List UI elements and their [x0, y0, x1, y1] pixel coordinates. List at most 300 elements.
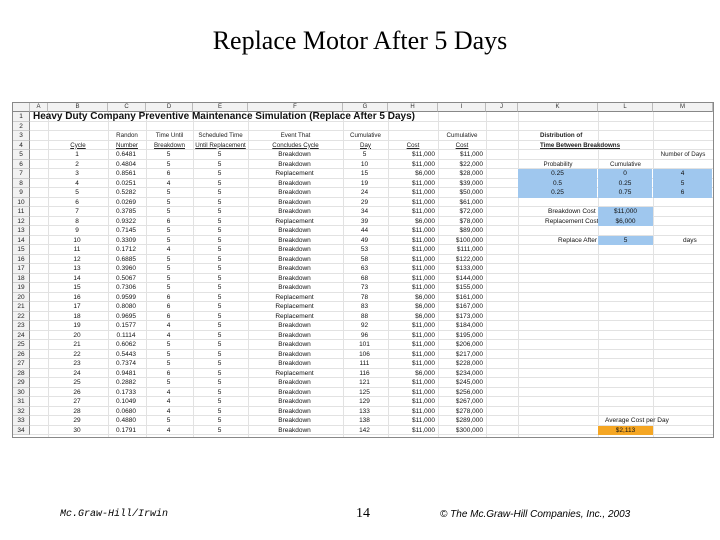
data-cell: $256,000 [455, 388, 483, 396]
row-header[interactable]: 31 [13, 397, 30, 407]
data-cell: Breakdown [278, 151, 311, 158]
data-cell: 0.1791 [116, 426, 136, 434]
data-cell: 129 [359, 398, 370, 405]
data-cell: Breakdown [278, 322, 311, 329]
column-title-line1 [388, 131, 438, 141]
data-cell: 68 [360, 274, 369, 282]
copyright-footer: © The Mc.Graw-Hill Companies, Inc., 2003 [440, 509, 631, 520]
data-cell: Breakdown [278, 255, 311, 263]
data-cell: Replacement [275, 312, 314, 320]
data-cell: 4 [166, 407, 171, 415]
data-cell: 0.7374 [116, 360, 136, 367]
column-title-line1: Scheduled Time [198, 132, 243, 139]
data-cell: 6 [166, 303, 171, 310]
data-cell: 7 [75, 208, 79, 215]
row-header[interactable]: 3 [13, 131, 30, 141]
data-cell: 0.1712 [116, 246, 136, 253]
row-header[interactable]: 25 [13, 340, 30, 350]
data-cell: $28,000 [459, 170, 483, 177]
data-cell: 5 [217, 236, 222, 244]
data-cell: Breakdown [278, 331, 311, 339]
row-header[interactable]: 16 [13, 255, 30, 265]
data-cell: 83 [360, 303, 369, 310]
data-cell: $100,000 [455, 236, 483, 244]
data-cell: 53 [360, 246, 369, 253]
column-header[interactable]: I [438, 103, 486, 112]
data-cell: Breakdown [278, 265, 311, 272]
distribution-cell: 4 [653, 169, 712, 179]
data-cell: 4 [166, 388, 171, 396]
row-header[interactable]: 20 [13, 293, 30, 303]
data-cell: $6,000 [415, 293, 435, 301]
data-cell: 4 [75, 179, 79, 187]
row-header[interactable]: 17 [13, 264, 30, 274]
replace-after-label: Replace After [558, 236, 598, 244]
column-header[interactable]: B [48, 103, 108, 112]
data-cell: 5 [217, 360, 222, 367]
column-title-line2: Concludes Cycle [272, 141, 319, 149]
data-cell: 0.7306 [116, 284, 136, 291]
data-cell: 29 [73, 417, 81, 424]
data-cell: 5 [217, 217, 222, 225]
data-cell: Breakdown [278, 426, 311, 434]
publisher-footer: Mc.Graw-Hill/Irwin [60, 509, 169, 520]
column-title-line2: Day [359, 141, 371, 149]
data-cell: 4 [166, 331, 171, 339]
row-header[interactable]: 29 [13, 378, 30, 388]
data-cell: 6 [166, 293, 171, 301]
data-cell: 20 [73, 331, 81, 339]
row-header[interactable]: 34 [13, 426, 30, 436]
data-cell: 5 [166, 284, 171, 291]
row-header[interactable]: 33 [13, 416, 30, 426]
data-cell: 5 [217, 398, 222, 405]
data-cell: $11,000 [411, 331, 435, 339]
average-cost-value: $2,113 [598, 426, 653, 436]
data-cell: 17 [73, 303, 81, 310]
data-cell: 21 [73, 341, 81, 348]
data-cell: $6,000 [415, 170, 435, 177]
data-cell: 5 [75, 189, 79, 196]
data-cell: $11,000 [411, 179, 435, 187]
data-cell: 5 [166, 151, 171, 158]
data-cell: $278,000 [455, 407, 483, 415]
column-header[interactable]: F [248, 103, 343, 112]
data-cell: 5 [166, 236, 171, 244]
data-cell: $11,000 [411, 379, 435, 386]
data-cell: 14 [73, 274, 81, 282]
data-cell: 18 [73, 312, 81, 320]
data-cell: 0.9695 [116, 312, 136, 320]
data-cell: 142 [359, 426, 370, 434]
column-title-line1: Event That [280, 132, 311, 139]
data-cell: Breakdown [278, 189, 311, 196]
data-cell: 63 [360, 265, 369, 272]
data-cell: 0.5282 [116, 189, 136, 196]
row-header[interactable]: 8 [13, 179, 30, 189]
data-cell: 5 [217, 331, 222, 339]
data-cell: 5 [217, 208, 222, 215]
data-cell: 92 [360, 322, 369, 329]
column-header[interactable]: J [486, 103, 518, 112]
data-cell: 4 [166, 179, 171, 187]
data-cell: 0.4804 [116, 160, 136, 168]
data-cell: Replacement [275, 369, 314, 377]
data-cell: 88 [360, 312, 369, 320]
data-cell: $11,000 [411, 426, 435, 434]
data-cell: $11,000 [411, 341, 435, 348]
row-header[interactable]: 15 [13, 245, 30, 255]
data-cell: 5 [166, 341, 171, 348]
data-cell: 5 [217, 151, 222, 158]
distribution-subtitle: Time Between Breakdowns [540, 141, 621, 149]
data-cell: 5 [362, 151, 367, 158]
data-cell: 10 [360, 160, 369, 168]
data-cell: 5 [217, 388, 222, 396]
data-cell: $245,000 [455, 379, 483, 386]
data-cell: 0.6885 [116, 255, 136, 263]
data-cell: $161,000 [455, 293, 483, 301]
data-cell: 6 [75, 198, 79, 206]
data-cell: 44 [360, 227, 369, 234]
data-cell: $6,000 [415, 217, 435, 225]
cumulative-header: Cumulative [610, 160, 641, 168]
data-cell: $144,000 [455, 274, 483, 282]
data-cell: $11,000 [411, 160, 435, 168]
data-cell: 0.4880 [116, 417, 136, 424]
data-cell: $22,000 [459, 160, 483, 168]
data-cell: 4 [166, 246, 171, 253]
breakdown-cost-value: $11,000 [598, 207, 653, 217]
data-cell: 5 [217, 189, 222, 196]
data-cell: $78,000 [459, 217, 483, 225]
distribution-cell: 0.75 [598, 188, 652, 198]
data-cell: 3 [75, 170, 79, 177]
data-cell: $50,000 [459, 189, 483, 196]
data-cell: 6 [166, 369, 171, 377]
data-cell: 5 [166, 227, 171, 234]
data-cell: 6 [166, 217, 171, 225]
data-cell: $11,000 [411, 151, 435, 158]
data-cell: 138 [359, 417, 370, 424]
data-cell: 0.2882 [116, 379, 136, 386]
data-cell: 5 [217, 246, 222, 253]
data-cell: 0.0680 [116, 407, 136, 415]
data-cell: $11,000 [411, 189, 435, 196]
column-title-line1: Cumulative [350, 132, 381, 139]
data-cell: 5 [166, 189, 171, 196]
data-cell: Breakdown [278, 198, 311, 206]
row-header[interactable]: 6 [13, 160, 30, 170]
data-cell: 12 [73, 255, 81, 263]
data-cell: $11,000 [411, 398, 435, 405]
data-cell: $122,000 [455, 255, 483, 263]
data-cell: $11,000 [411, 246, 435, 253]
data-cell: 10 [73, 236, 81, 244]
data-cell: Breakdown [278, 274, 311, 282]
page-number: 14 [356, 506, 370, 521]
data-cell: 125 [359, 388, 370, 396]
data-cell: 27 [73, 398, 81, 405]
data-cell: 5 [217, 170, 222, 177]
data-cell: 4 [166, 426, 171, 434]
data-cell: 19 [360, 179, 369, 187]
data-cell: 23 [73, 360, 81, 367]
data-cell: 0.9481 [116, 369, 136, 377]
data-cell: 5 [217, 255, 222, 263]
data-cell: $11,000 [411, 417, 435, 424]
data-cell: 0.9599 [116, 293, 136, 301]
data-cell: $6,000 [415, 369, 435, 377]
data-cell: 0.1733 [116, 388, 136, 396]
row-header[interactable]: 1 [13, 112, 30, 122]
data-cell: Breakdown [278, 388, 311, 396]
column-title-line1: Time Until [155, 132, 184, 139]
data-cell: 5 [217, 284, 222, 291]
data-cell: Replacement [275, 170, 314, 177]
data-cell: 5 [217, 379, 222, 386]
data-cell: $267,000 [455, 398, 483, 405]
row-header[interactable]: 26 [13, 350, 30, 360]
data-cell: Replacement [275, 293, 314, 301]
column-header[interactable]: M [653, 103, 713, 112]
data-cell: 73 [360, 284, 369, 291]
data-cell: 5 [166, 274, 171, 282]
data-cell: 0.0269 [116, 198, 136, 206]
data-cell: 15 [73, 284, 81, 291]
data-cell: 13 [73, 265, 81, 272]
data-cell: Breakdown [278, 398, 311, 405]
row-header[interactable]: 21 [13, 302, 30, 312]
column-title-line1: Randon [116, 132, 138, 139]
row-header[interactable]: 7 [13, 169, 30, 179]
breakdown-cost-label: Breakdown Cost [548, 208, 596, 215]
data-cell: 4 [166, 398, 171, 405]
row-header[interactable]: 32 [13, 407, 30, 417]
data-cell: 5 [166, 255, 171, 263]
data-cell: $167,000 [455, 303, 483, 310]
data-cell: 5 [217, 274, 222, 282]
row-header[interactable]: 14 [13, 236, 30, 246]
data-cell: $89,000 [459, 227, 483, 234]
data-cell: 0.3785 [116, 208, 136, 215]
column-header[interactable]: C [108, 103, 146, 112]
data-cell: 6 [166, 312, 171, 320]
column-header[interactable]: G [343, 103, 388, 112]
data-cell: 58 [360, 255, 369, 263]
column-header[interactable]: K [518, 103, 598, 112]
row-header[interactable]: 10 [13, 198, 30, 208]
data-cell: 5 [166, 198, 171, 206]
row-header[interactable]: 28 [13, 369, 30, 379]
probability-header: Probability [543, 160, 573, 168]
data-cell: $11,000 [459, 151, 483, 158]
data-cell: Breakdown [278, 179, 311, 187]
data-cell: $289,000 [455, 417, 483, 424]
column-title-line2: Cost [406, 141, 420, 149]
data-cell: $184,000 [455, 322, 483, 329]
data-cell: 116 [359, 369, 370, 377]
data-cell: $11,000 [411, 360, 435, 367]
distribution-cell: 0.25 [518, 169, 597, 179]
data-cell: 0.3960 [116, 265, 136, 272]
data-cell: 121 [359, 379, 370, 386]
row-header[interactable]: 13 [13, 226, 30, 236]
row-header[interactable]: 11 [13, 207, 30, 217]
data-cell: 5 [217, 407, 222, 415]
replace-after-unit: days [683, 236, 697, 244]
data-cell: 16 [73, 293, 81, 301]
data-cell: 5 [217, 227, 222, 234]
row-header[interactable]: 22 [13, 312, 30, 322]
data-cell: $72,000 [459, 208, 483, 215]
column-header[interactable]: D [146, 103, 193, 112]
sheet-corner [13, 103, 30, 112]
row-header[interactable]: 23 [13, 321, 30, 331]
data-cell: 111 [359, 360, 370, 367]
row-header[interactable]: 27 [13, 359, 30, 369]
column-title-line2: Cost [455, 141, 469, 149]
row-header[interactable]: 19 [13, 283, 30, 293]
data-cell: 5 [217, 341, 222, 348]
data-cell: Breakdown [278, 208, 311, 215]
data-cell: 5 [217, 417, 222, 424]
data-cell: 0.8561 [116, 170, 136, 177]
data-cell: 0.1049 [116, 398, 136, 405]
data-cell: $11,000 [411, 198, 435, 206]
distribution-cell: 0.5 [518, 179, 597, 189]
data-cell: 5 [217, 350, 222, 358]
data-cell: 24 [360, 189, 369, 196]
data-cell: 5 [217, 198, 222, 206]
data-cell: 24 [73, 369, 81, 377]
data-cell: 5 [166, 160, 171, 168]
data-cell: 30 [73, 426, 81, 434]
data-cell: 5 [217, 179, 222, 187]
data-cell: 19 [73, 322, 81, 329]
data-cell: $6,000 [415, 303, 435, 310]
data-cell: 6 [166, 170, 171, 177]
average-cost-label: Average Cost per Day [605, 417, 669, 424]
data-cell: 5 [166, 417, 171, 424]
data-cell: 5 [217, 322, 222, 329]
data-cell: 101 [359, 341, 370, 348]
data-cell: $173,000 [455, 312, 483, 320]
column-header[interactable]: L [598, 103, 653, 112]
distribution-cell: 0.25 [518, 188, 597, 198]
distribution-cell: 0.25 [598, 179, 652, 189]
column-header[interactable]: A [30, 103, 48, 112]
column-title-line1: Cumulative [446, 132, 478, 139]
column-title-line2: Number [115, 141, 138, 149]
data-cell: 4 [166, 322, 171, 329]
sheet-title: Heavy Duty Company Preventive Maintenance Simulation (Replace After 5 Days) [33, 112, 415, 122]
data-cell: $133,000 [455, 265, 483, 272]
data-cell: 8 [75, 217, 79, 225]
row-header[interactable]: 12 [13, 217, 30, 227]
data-cell: 5 [217, 265, 222, 272]
data-cell: Replacement [275, 217, 314, 225]
column-title-line1 [48, 131, 108, 141]
distribution-cell: 6 [653, 188, 712, 198]
data-cell: 39 [360, 217, 369, 225]
data-cell: 5 [217, 293, 222, 301]
data-cell: Breakdown [278, 341, 311, 348]
row-header[interactable]: 2 [13, 122, 30, 132]
data-cell: $11,000 [411, 208, 435, 215]
row-header[interactable]: 4 [13, 141, 30, 151]
replace-after-value: 5 [598, 236, 653, 246]
data-cell: Breakdown [278, 246, 311, 253]
data-cell: Breakdown [278, 236, 311, 244]
data-cell: $155,000 [455, 284, 483, 291]
data-cell: $234,000 [455, 369, 483, 377]
data-cell: $11,000 [411, 227, 435, 234]
data-cell: $228,000 [455, 360, 483, 367]
distribution-cell: 0 [598, 169, 652, 179]
data-cell: Breakdown [278, 407, 311, 415]
data-cell: $11,000 [411, 350, 435, 358]
data-cell: Breakdown [278, 160, 311, 168]
data-cell: 5 [166, 208, 171, 215]
data-cell: 0.1577 [116, 322, 136, 329]
replacement-cost-value: $6,000 [598, 217, 653, 227]
data-cell: 0.5067 [116, 274, 136, 282]
data-cell: $11,000 [411, 274, 435, 282]
data-cell: 49 [360, 236, 369, 244]
row-header[interactable]: 9 [13, 188, 30, 198]
data-cell: $300,000 [455, 426, 483, 434]
data-cell: 0.1114 [116, 331, 136, 339]
data-cell: 34 [360, 208, 369, 215]
row-header[interactable]: 30 [13, 388, 30, 398]
data-cell: $11,000 [411, 284, 435, 291]
column-header[interactable]: H [388, 103, 438, 112]
data-cell: 0.0251 [116, 179, 136, 187]
data-cell: 0.7145 [116, 227, 136, 234]
data-cell: $11,000 [411, 322, 435, 329]
data-cell: 0.8080 [116, 303, 136, 310]
data-cell: 15 [360, 170, 369, 177]
data-cell: 2 [75, 160, 79, 168]
data-cell: 5 [217, 160, 222, 168]
data-cell: 11 [73, 246, 81, 253]
data-cell: 25 [73, 379, 81, 386]
data-cell: 5 [166, 350, 171, 358]
data-cell: 1 [75, 151, 79, 158]
data-cell: 106 [359, 350, 370, 358]
data-cell: $61,000 [459, 198, 483, 206]
data-cell: Breakdown [278, 227, 311, 234]
data-cell: 5 [166, 265, 171, 272]
row-header[interactable]: 18 [13, 274, 30, 284]
data-cell: $206,000 [455, 341, 483, 348]
distribution-title: Distribution of [540, 132, 583, 139]
data-cell: 5 [217, 303, 222, 310]
data-cell: 0.6062 [116, 341, 136, 348]
data-cell: 5 [217, 426, 222, 434]
data-cell: 5 [166, 379, 171, 386]
data-cell: $111,000 [456, 246, 483, 253]
row-header[interactable]: 5 [13, 150, 30, 160]
row-header[interactable]: 24 [13, 331, 30, 341]
grid-line [486, 112, 487, 437]
number-of-days-header: Number of Days [660, 151, 706, 158]
data-cell: 78 [360, 293, 369, 301]
column-header[interactable]: E [193, 103, 248, 112]
data-cell: Breakdown [278, 350, 311, 358]
data-cell: 0.5443 [116, 350, 136, 358]
